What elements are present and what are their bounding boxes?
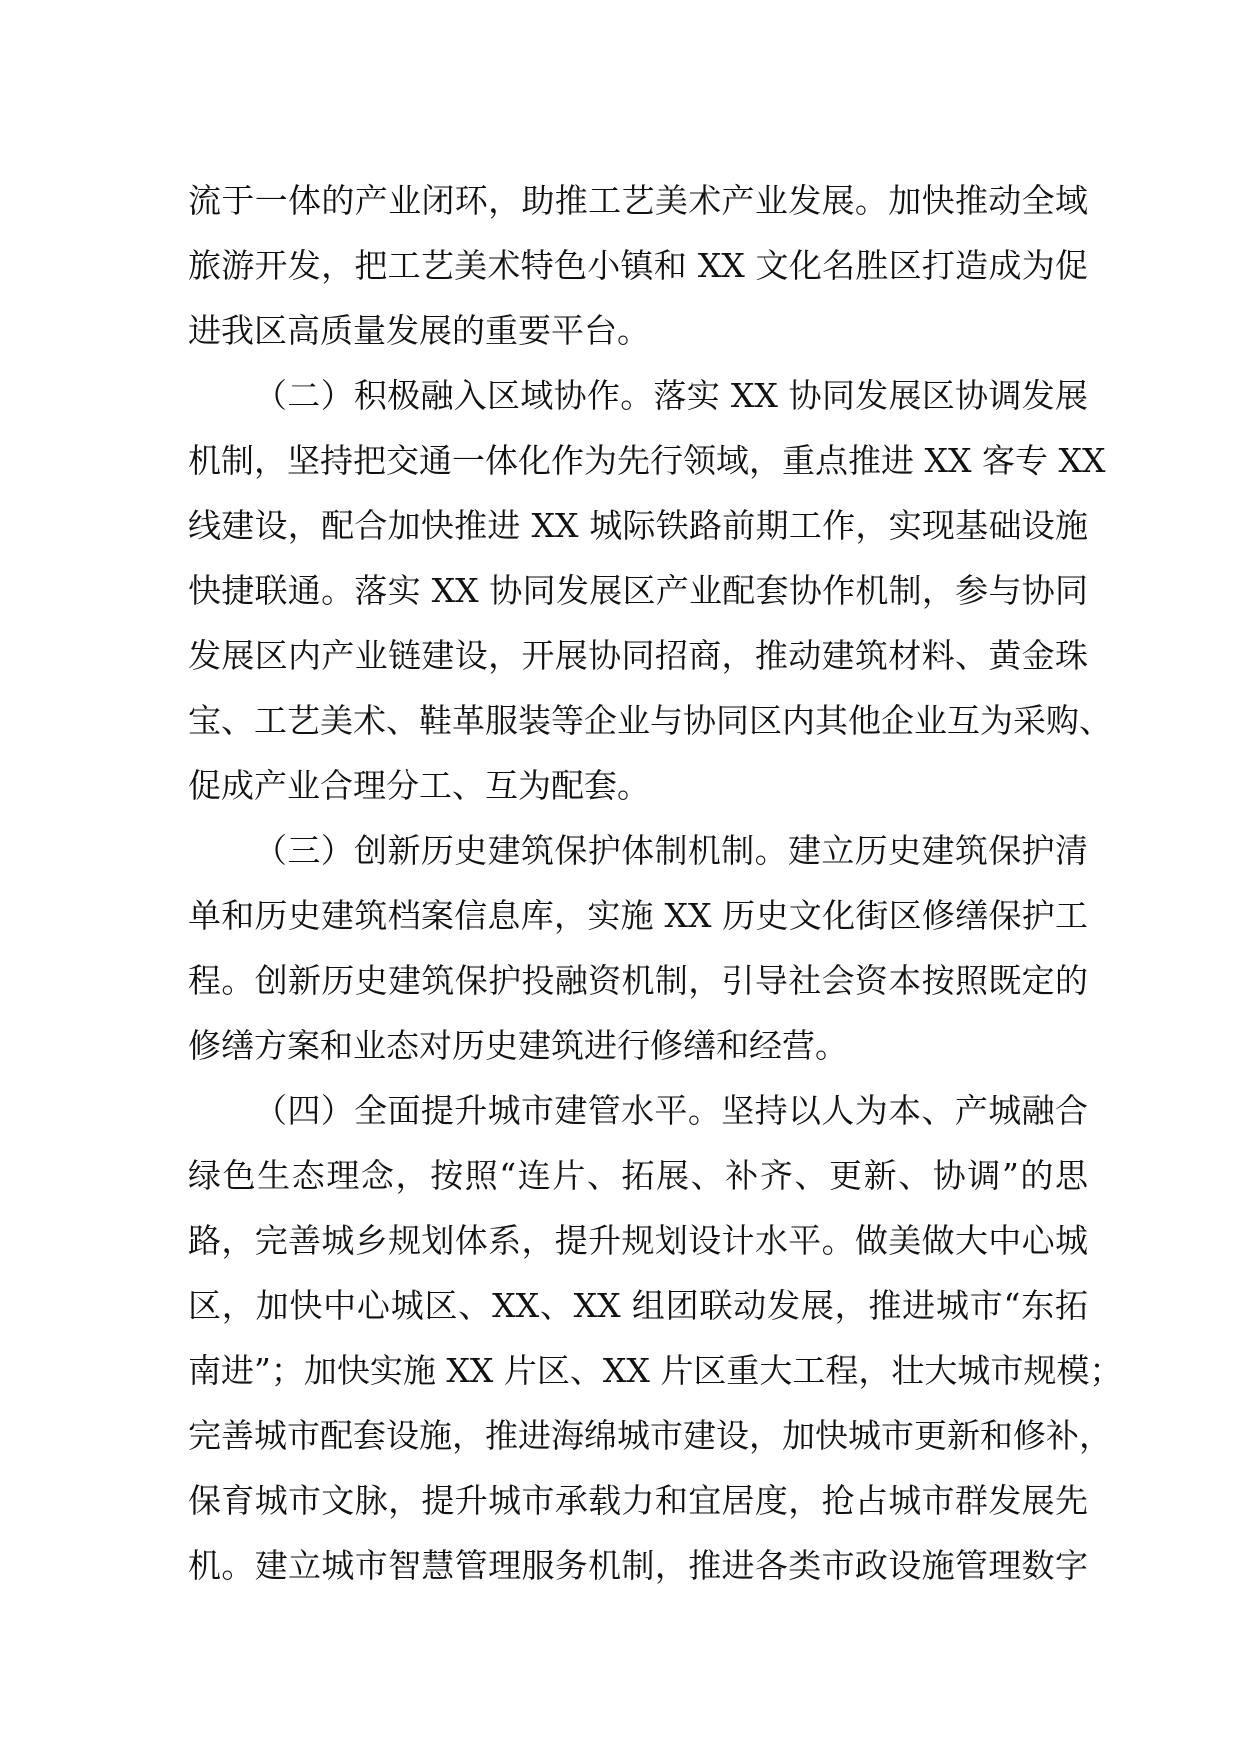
text-line: 促成产业合理分工、互为配套。 (188, 766, 650, 805)
text-line: 完善城市配套设施，推进海绵城市建设，加快城市更新和修补， (188, 1416, 1112, 1455)
text-line: 路，完善城乡规划体系，提升规划设计水平。做美做大中心城 (188, 1221, 1088, 1260)
text-line: 旅游开发，把工艺美术特色小镇和 XX 文化名胜区打造成为促 (188, 246, 1088, 285)
text-line: 程。创新历史建筑保护投融资机制，引导社会资本按照既定的 (188, 961, 1088, 1000)
text-line: 保育城市文脉，提升城市承载力和宜居度，抢占城市群发展先 (188, 1481, 1088, 1520)
text-line: 宝、工艺美术、鞋革服装等企业与协同区内其他企业互为采购、 (188, 701, 1112, 740)
text-line: （四）全面提升城市建管水平。坚持以人为本、产城融合 (254, 1091, 1088, 1130)
text-line: 快捷联通。落实 XX 协同发展区产业配套协作机制，参与协同 (188, 571, 1088, 610)
text-line: 修缮方案和业态对历史建筑进行修缮和经营。 (188, 1026, 848, 1065)
text-line: 进我区高质量发展的重要平台。 (188, 311, 650, 350)
document-body (188, 168, 1123, 1598)
text-line: 南进”；加快实施 XX 片区、XX 片区重大工程，壮大城市规模； (188, 1351, 1123, 1390)
text-line: 单和历史建筑档案信息库，实施 XX 历史文化街区修缮保护工 (188, 896, 1088, 935)
text-line: 区，加快中心城区、XX、XX 组团联动发展，推进城市“东拓 (188, 1286, 1088, 1325)
text-line: 机。建立城市智慧管理服务机制，推进各类市政设施管理数字 (188, 1546, 1088, 1585)
text-line: 发展区内产业链建设，开展协同招商，推动建筑材料、黄金珠 (188, 636, 1088, 675)
text-line: 绿色生态理念，按照“连片、拓展、补齐、更新、协调”的思 (188, 1156, 1088, 1195)
text-line: （三）创新历史建筑保护体制机制。建立历史建筑保护清 (254, 831, 1088, 870)
text-line: 机制，坚持把交通一体化作为先行领域，重点推进 XX 客专 XX (188, 441, 1106, 480)
text-line: 线建设，配合加快推进 XX 城际铁路前期工作，实现基础设施 (188, 506, 1088, 545)
text-line: （二）积极融入区域协作。落实 XX 协同发展区协调发展 (254, 376, 1088, 415)
text-line: 流于一体的产业闭环，助推工艺美术产业发展。加快推动全域 (188, 181, 1088, 220)
